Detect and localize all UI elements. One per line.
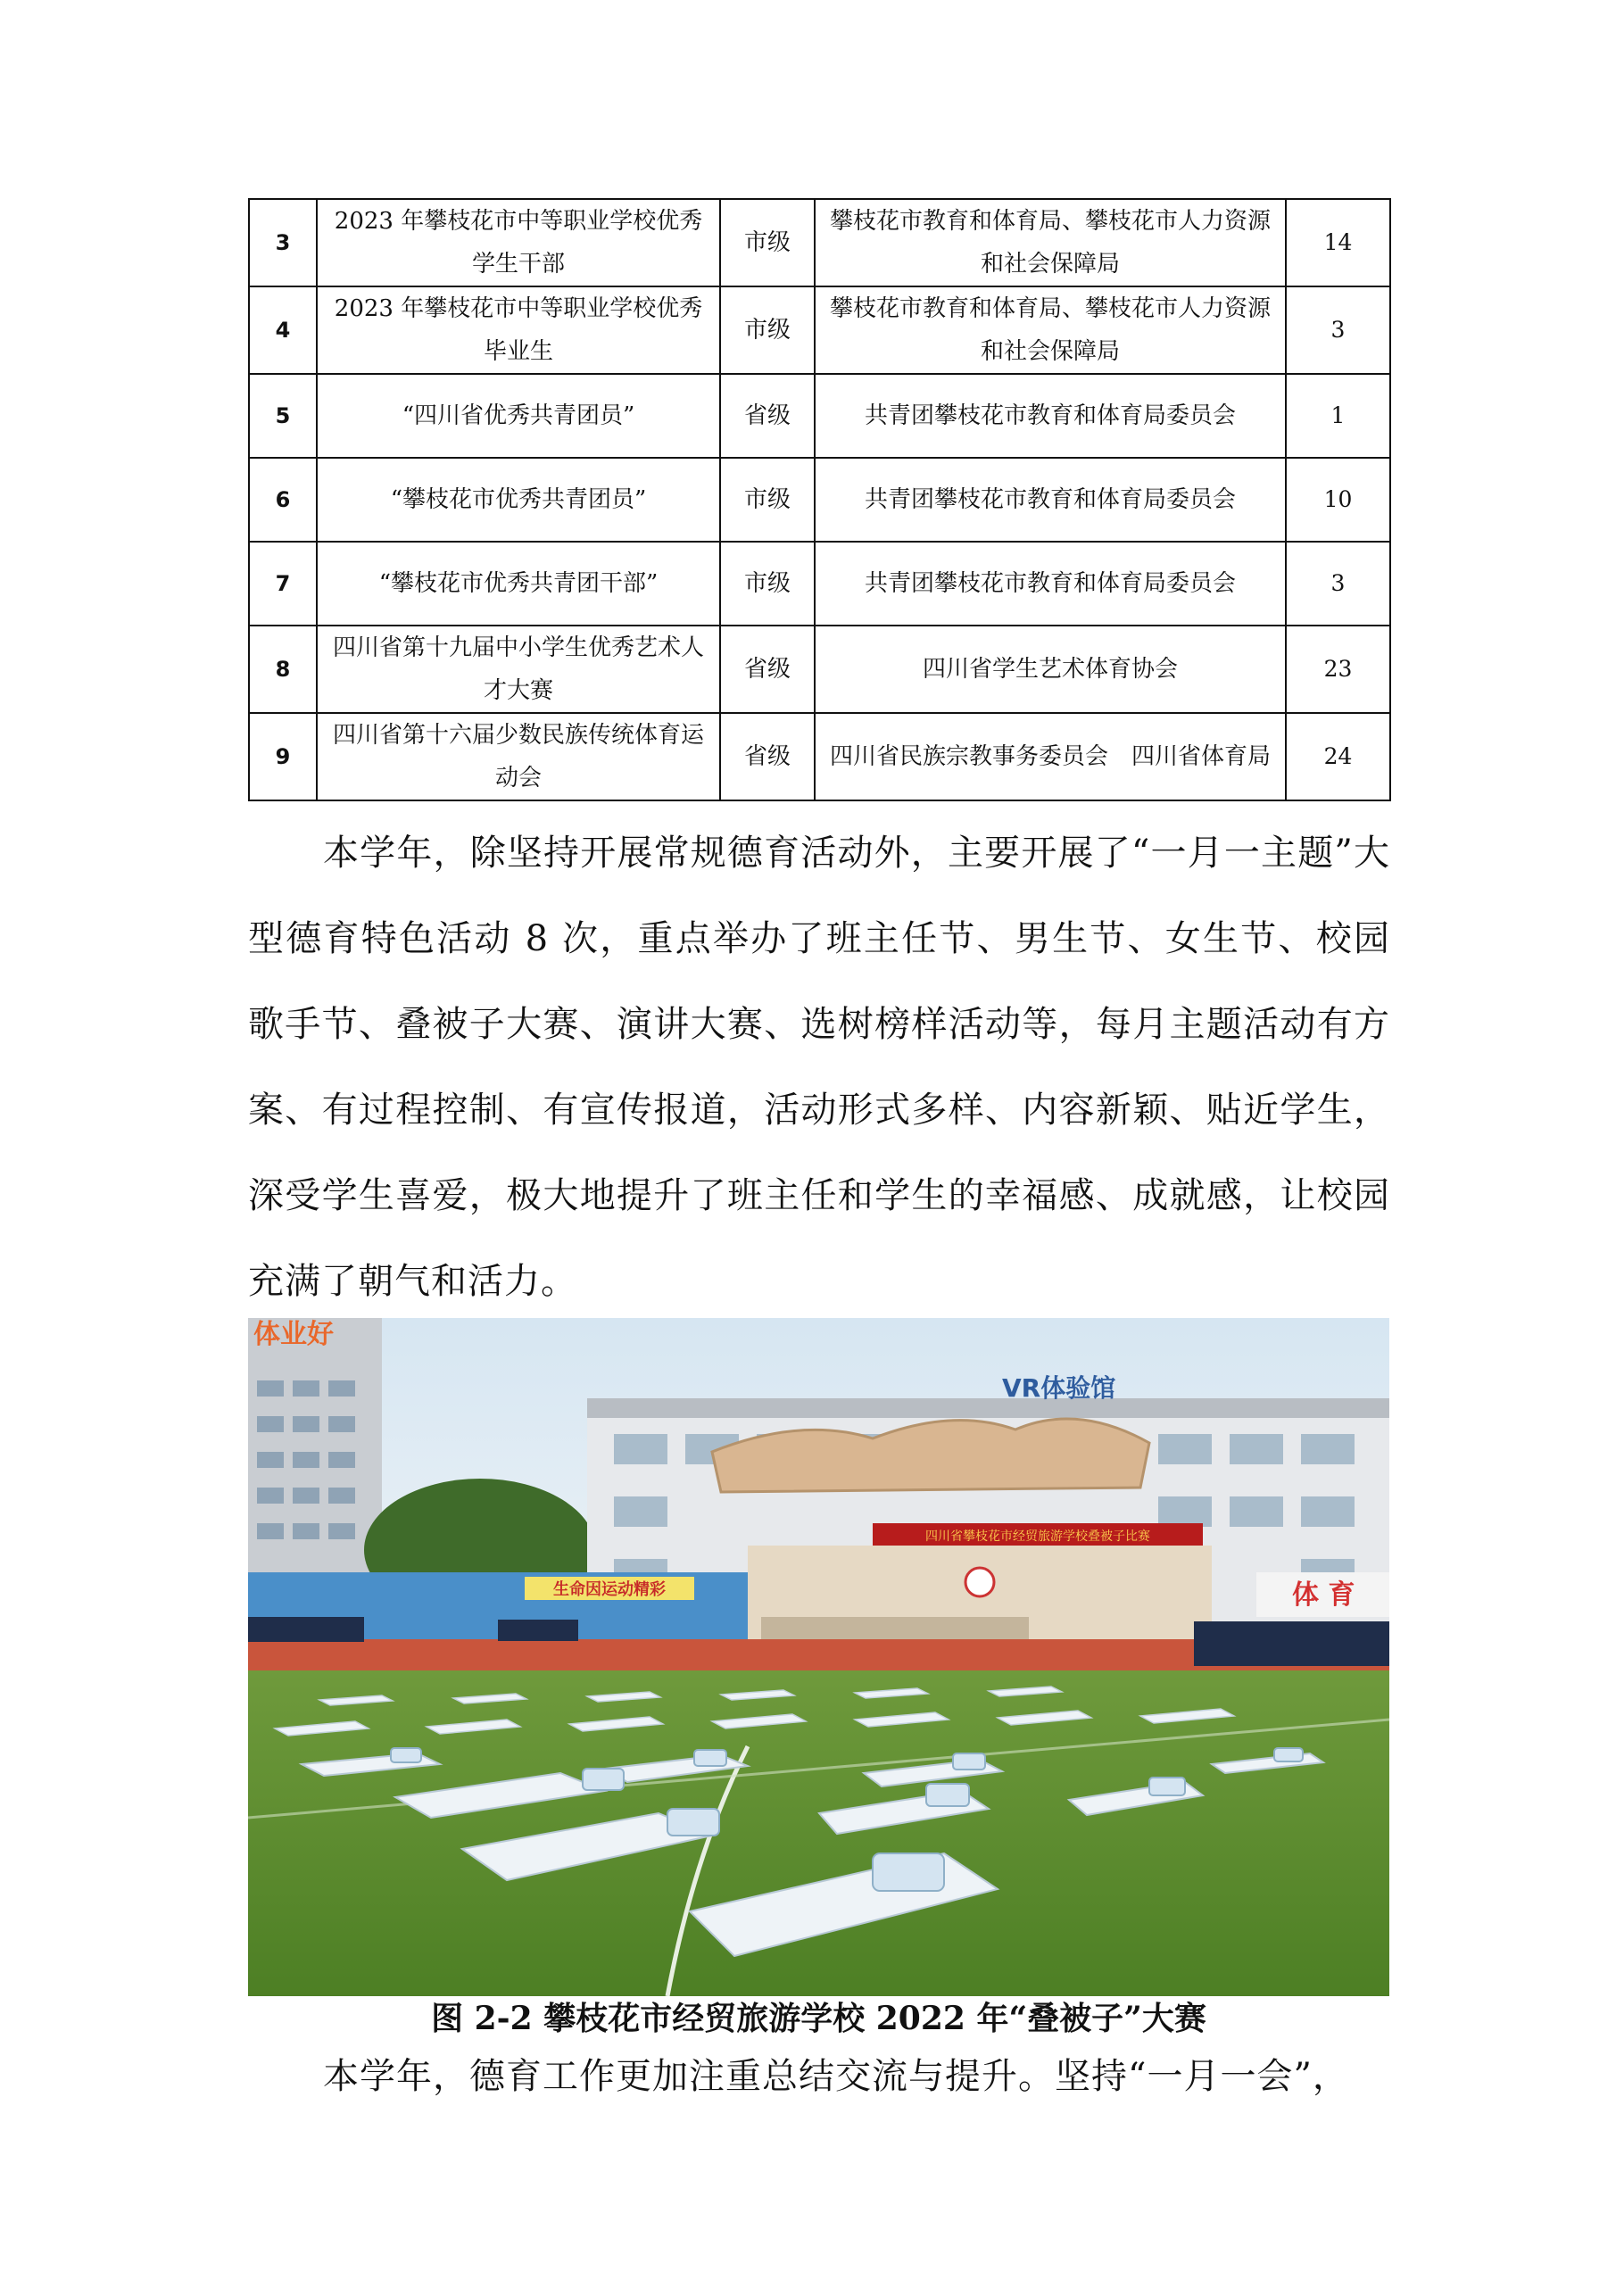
award-name-cell: “四川省优秀共青团员” bbox=[317, 374, 720, 458]
body-paragraph-1: 本学年，除坚持开展常规德育活动外，主要开展了“一月一主题”大型德育特色活动 8 次，重点举办了班主任节、男生节、女生节、校园歌手节、叠被子大赛、演讲大赛、选树榜样活动等，每月主题活动有方案、有过程控制、有宣传报道，活动形式多样、内容新颖、贴近学生，深受学生喜爱，极大地提升了班主任和学生的幸福感、成就感，让校园充满了朝气和活力。 bbox=[248, 833, 1390, 1302]
row-number-cell: 9 bbox=[249, 713, 317, 800]
row-number-cell: 8 bbox=[249, 626, 317, 713]
award-level-cell: 市级 bbox=[720, 542, 815, 626]
award-table-body bbox=[249, 199, 1390, 800]
table-row bbox=[249, 713, 1390, 800]
award-level-cell: 省级 bbox=[720, 713, 815, 800]
award-name-cell: 2023 年攀枝花市中等职业学校优秀学生干部 bbox=[317, 199, 720, 286]
photo-illustration bbox=[248, 1318, 1389, 1996]
table-row bbox=[249, 626, 1390, 713]
award-name-cell: “攀枝花市优秀共青团员” bbox=[317, 458, 720, 542]
row-number-cell: 7 bbox=[249, 542, 317, 626]
issuing-authority-cell: 共青团攀枝花市教育和体育局委员会 bbox=[815, 542, 1286, 626]
award-name-cell: “攀枝花市优秀共青团干部” bbox=[317, 542, 720, 626]
award-level-cell: 市级 bbox=[720, 458, 815, 542]
award-level-cell: 市级 bbox=[720, 199, 815, 286]
table-row bbox=[249, 542, 1390, 626]
row-number-cell: 3 bbox=[249, 199, 317, 286]
award-count-cell: 14 bbox=[1286, 199, 1390, 286]
award-count-cell: 3 bbox=[1286, 286, 1390, 374]
row-number-cell: 5 bbox=[249, 374, 317, 458]
issuing-authority-cell: 攀枝花市教育和体育局、攀枝花市人力资源和社会保障局 bbox=[815, 286, 1286, 374]
left-rooftop-sign: 体业好 bbox=[253, 1319, 334, 1350]
award-level-cell: 市级 bbox=[720, 286, 815, 374]
award-count-cell: 10 bbox=[1286, 458, 1390, 542]
grass-field bbox=[248, 1670, 1389, 1996]
vr-hall-sign: VR体验馆 bbox=[1002, 1373, 1116, 1403]
award-name-cell: 四川省第十六届少数民族传统体育运动会 bbox=[317, 713, 720, 800]
issuing-authority-cell: 攀枝花市教育和体育局、攀枝花市人力资源和社会保障局 bbox=[815, 199, 1286, 286]
figure-caption: 图 2-2 攀枝花市经贸旅游学校 2022 年“叠被子”大赛 bbox=[431, 2000, 1206, 2037]
row-number-cell: 6 bbox=[249, 458, 317, 542]
wall-slogan: 生命因运动精彩 bbox=[553, 1580, 666, 1599]
award-count-cell: 3 bbox=[1286, 542, 1390, 626]
row-number-cell: 4 bbox=[249, 286, 317, 374]
issuing-authority-cell: 四川省学生艺术体育协会 bbox=[815, 626, 1286, 713]
red-banner-text: 四川省攀枝花市经贸旅游学校叠被子比赛 bbox=[925, 1529, 1150, 1544]
right-wall-sign: 体 育 bbox=[1292, 1579, 1355, 1611]
award-count-cell: 23 bbox=[1286, 626, 1390, 713]
award-name-cell: 四川省第十九届中小学生优秀艺术人才大赛 bbox=[317, 626, 720, 713]
quilt-folding-contest-photo bbox=[248, 1318, 1389, 1996]
award-count-cell: 1 bbox=[1286, 374, 1390, 458]
award-level-cell: 省级 bbox=[720, 626, 815, 713]
issuing-authority-cell: 四川省民族宗教事务委员会 四川省体育局 bbox=[815, 713, 1286, 800]
table-row bbox=[249, 199, 1390, 286]
body-paragraph-2: 本学年，德育工作更加注重总结交流与提升。坚持“一月一会”， bbox=[323, 2056, 1349, 2097]
award-level-cell: 省级 bbox=[720, 374, 815, 458]
issuing-authority-cell: 共青团攀枝花市教育和体育局委员会 bbox=[815, 374, 1286, 458]
award-table bbox=[248, 198, 1391, 801]
table-row bbox=[249, 286, 1390, 374]
award-name-cell: 2023 年攀枝花市中等职业学校优秀毕业生 bbox=[317, 286, 720, 374]
table-row bbox=[249, 374, 1390, 458]
table-row bbox=[249, 458, 1390, 542]
issuing-authority-cell: 共青团攀枝花市教育和体育局委员会 bbox=[815, 458, 1286, 542]
award-count-cell: 24 bbox=[1286, 713, 1390, 800]
